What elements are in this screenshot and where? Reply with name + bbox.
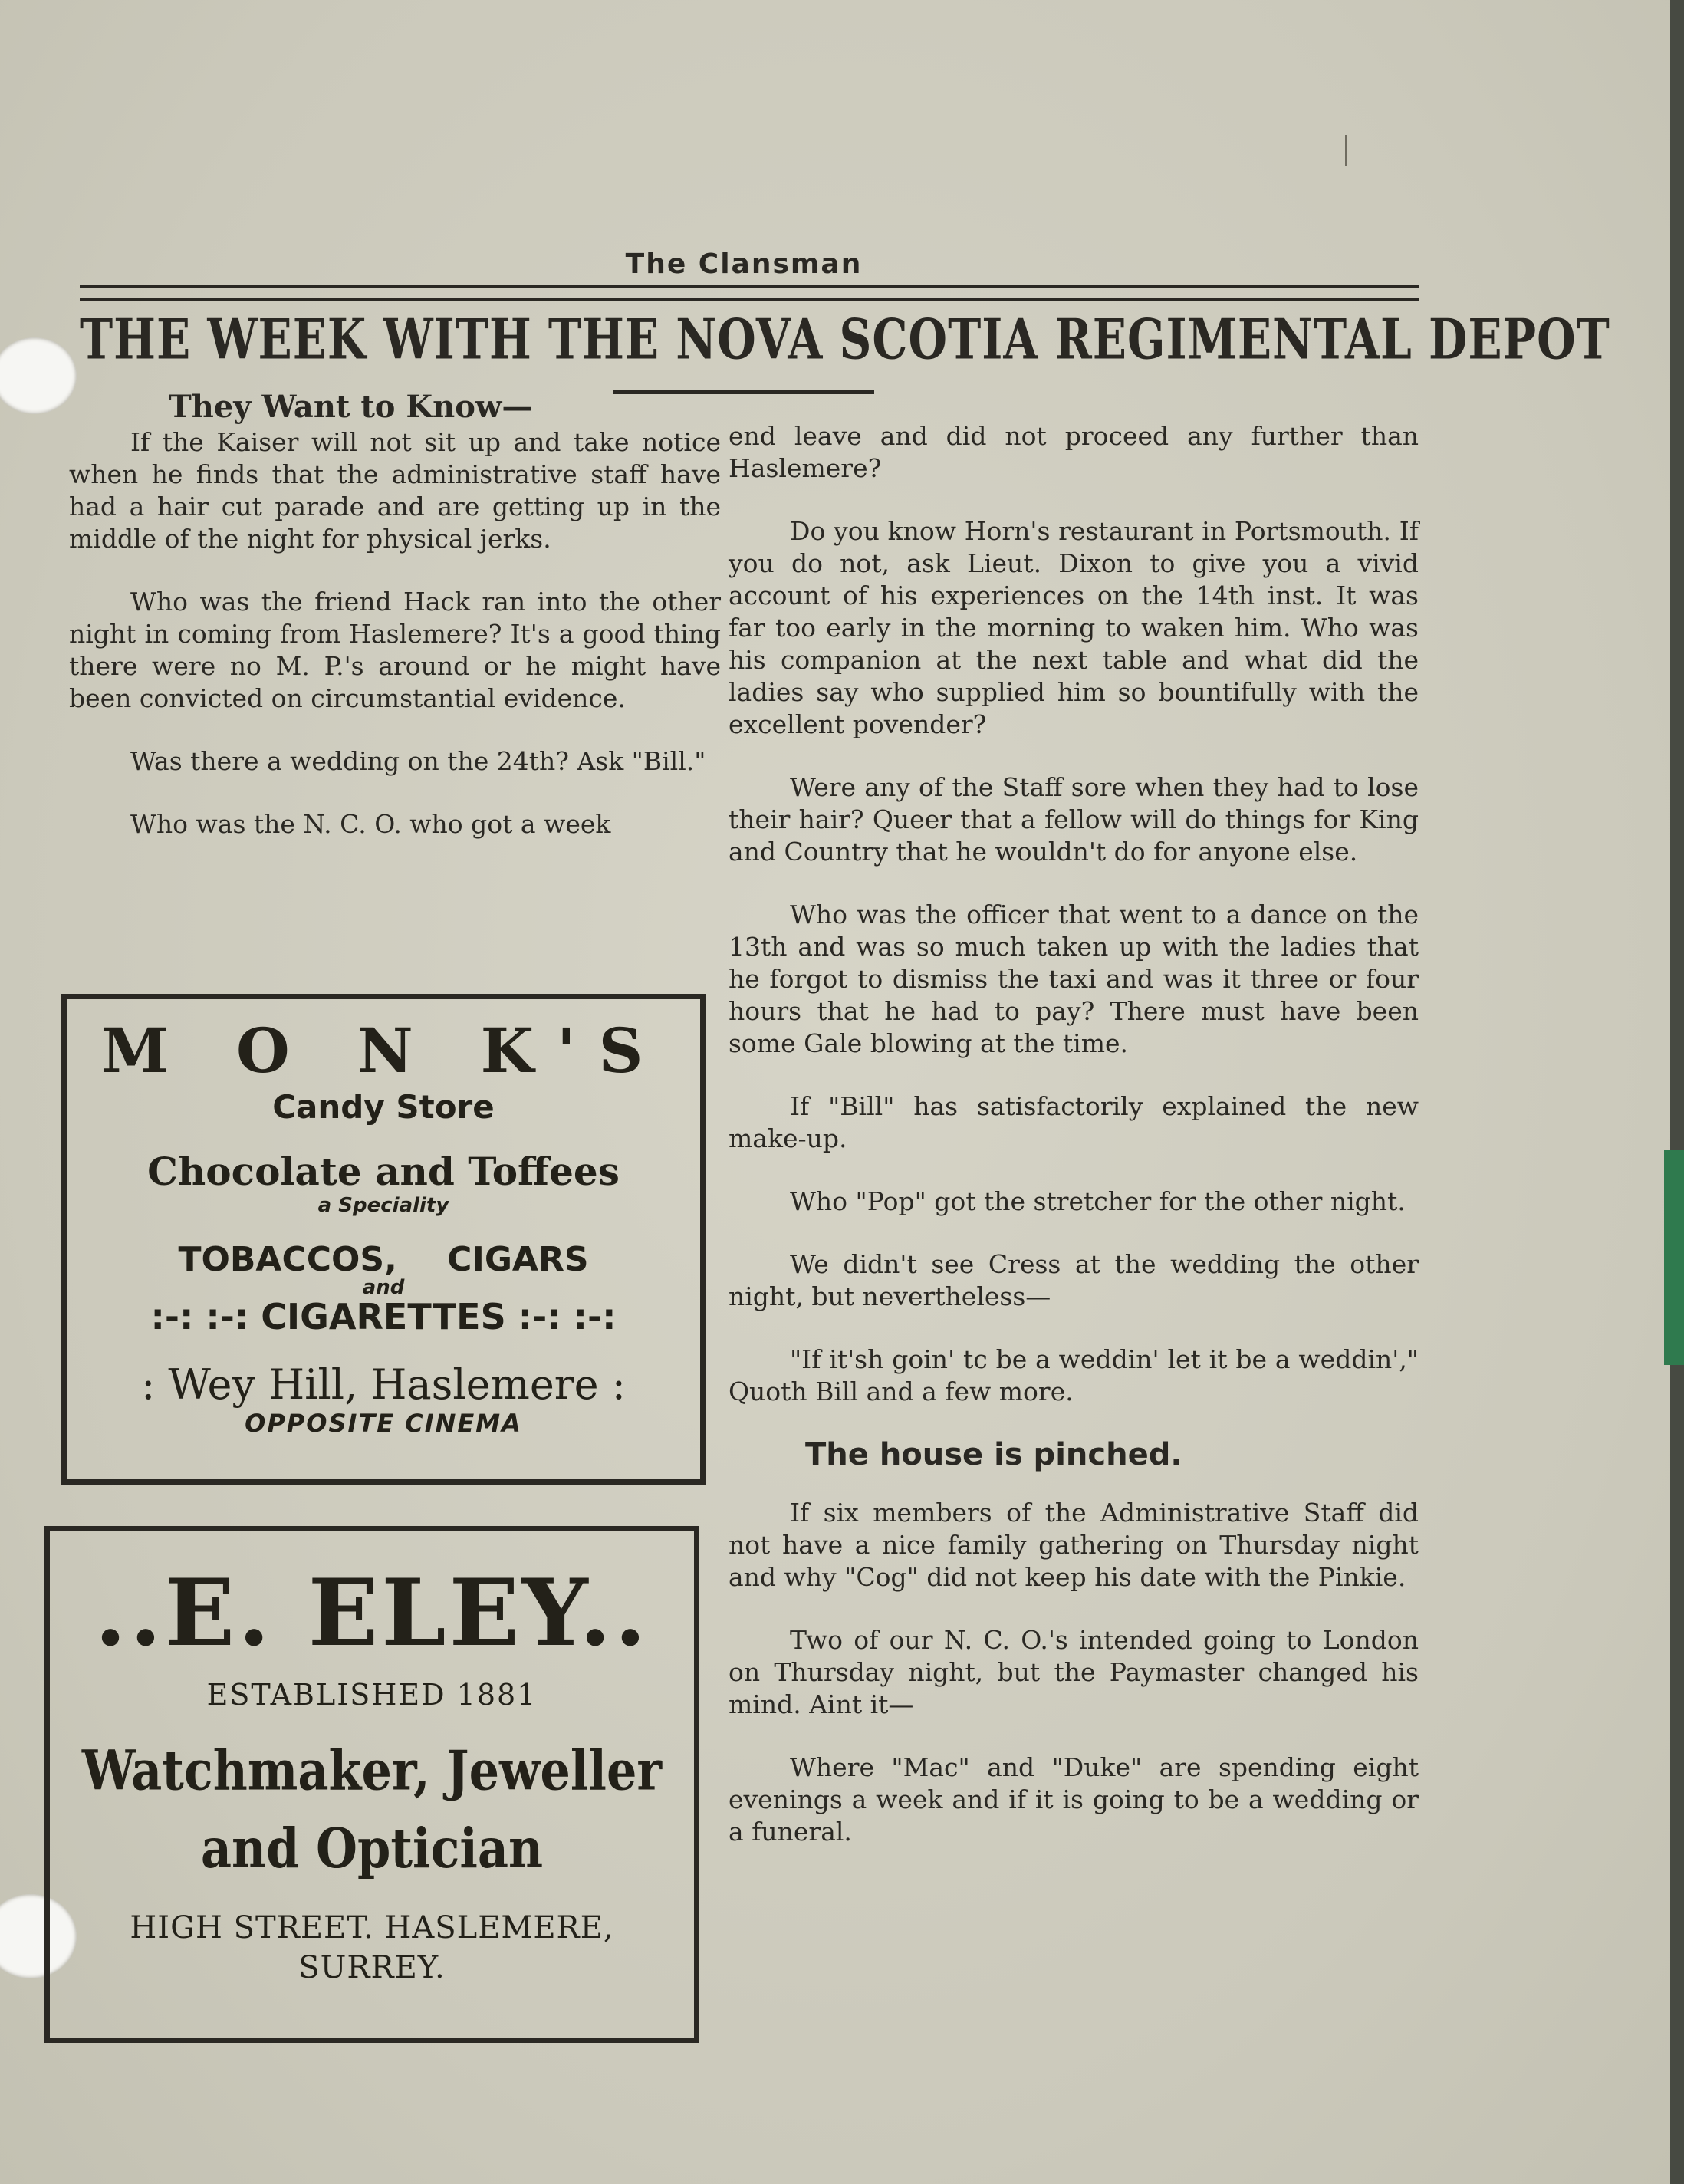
page-headline: THE WEEK WITH THE NOVA SCOTIA REGIMENTAL DEPOT — [80, 307, 1610, 372]
left-column — [69, 391, 721, 871]
header-rule-thick — [80, 298, 1419, 301]
ad-eley-name: ..E. ELEY.. — [94, 1559, 650, 1667]
ad-monks-line1-note: a Speciality — [317, 1194, 449, 1217]
header-rule — [80, 285, 1419, 288]
ad-monks-subtitle: Candy Store — [272, 1088, 495, 1126]
page-edge — [1670, 0, 1684, 2184]
running-head: The Clansman — [625, 248, 863, 280]
ad-eley-address-line1: HIGH STREET. HASLEMERE, — [130, 1910, 614, 1946]
paragraph: Was there a wedding on the 24th? Ask "Bill." — [130, 746, 706, 776]
paragraph: We didn't see Cress at the wedding the other night, but nevertheless— — [729, 1249, 1419, 1311]
ad-monks-line1: Chocolate and Toffees — [147, 1149, 620, 1194]
paragraph: If "Bill" has satisfactorily explained the new make-up. — [729, 1091, 1419, 1153]
page-edge-tab — [1664, 1150, 1684, 1365]
paragraph: If the Kaiser will not sit up and take notice when he finds that the administrative staff have had a hair cut parade and are getting up in the middle of the night for physical jerks. — [69, 427, 721, 554]
ad-monks-address: : Wey Hill, Haslemere : — [141, 1360, 626, 1409]
ad-monks-line2: TOBACCOS, CIGARS — [178, 1240, 589, 1279]
ad-monks-and: and — [362, 1276, 405, 1299]
paragraph: Were any of the Staff sore when they had to lose their hair? Queer that a fellow will do things for King and Country that he wouldn't do for anyone else. — [729, 772, 1419, 867]
paragraph: Who was the officer that went to a dance on the 13th and was so much taken up with the ladies that he forgot to dismiss the taxi and was it three or four hours that he had to pay? There must have been some Gale blowing at the time. — [729, 900, 1419, 1058]
ad-monks-line3: :-: :-: CIGARETTES :-: :-: — [150, 1296, 617, 1337]
paragraph: Who was the friend Hack ran into the other night in coming from Haslemere? It's a good thing there were no M. P.'s around or he might have been convicted on circumstantial evidence. — [69, 587, 721, 713]
ad-eley-address-line2: SURREY. — [298, 1950, 446, 1985]
paragraph-continued: end leave and did not proceed any further than Haslemere? — [729, 421, 1419, 483]
scan-mark — [1345, 135, 1347, 166]
ad-eley-trade: Watchmaker, Jeweller and Optician — [81, 1738, 663, 1880]
ad-eley-established: ESTABLISHED 1881 — [206, 1678, 538, 1712]
paragraph: Who was the N. C. O. who got a week — [130, 809, 611, 839]
paragraph: If six members of the Administrative Staff did not have a nice family gathering on Thursday night and why "Cog" did not keep his date with the Pinkie. — [729, 1498, 1419, 1592]
section-title: They Want to Know— — [169, 389, 533, 425]
right-column — [729, 420, 1419, 1879]
paragraph: Two of our N. C. O.'s intended going to London on Thursday night, but the Paymaster changed his mind. Aint it— — [729, 1625, 1419, 1719]
ad-monks-name: M O N K'S — [100, 1015, 666, 1087]
advertisement-monks — [61, 994, 706, 1485]
advertisement-eley — [44, 1526, 699, 2043]
paragraph: Do you know Horn's restaurant in Portsmouth. If you do not, ask Lieut. Dixon to give you a vivid account of his experiences on the 14th inst. It was far too early in the morning to waken him. Who was his companion at the next table and what did the ladies say who supplied him so bountifully with the excellent povender? — [729, 516, 1419, 739]
section-title: The house is pinched. — [805, 1437, 1182, 1472]
paragraph: "If it'sh goin' tc be a weddin' let it be a weddin'," Quoth Bill and a few more. — [729, 1344, 1419, 1406]
paragraph: Where "Mac" and "Duke" are spending eight evenings a week and if it is going to be a wedding or a funeral. — [729, 1752, 1419, 1847]
paragraph: Who "Pop" got the stretcher for the other night. — [790, 1186, 1406, 1216]
ad-monks-note: OPPOSITE CINEMA — [245, 1409, 522, 1438]
